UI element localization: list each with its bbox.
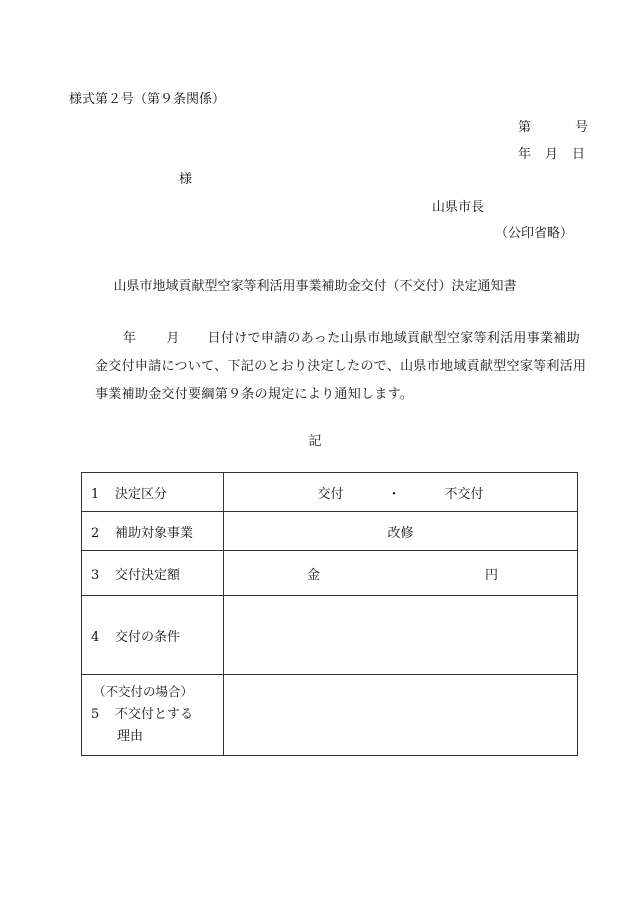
table-row [82,596,578,675]
table-row [82,512,578,551]
grant-option: 交付 [317,486,344,502]
body-year: 年 [123,331,137,346]
form-label: 様式第２号（第９条関係） [69,92,226,107]
reason-value [224,675,578,756]
body-month: 月 [166,331,180,346]
addressee: 様 [179,172,193,187]
decision-value [224,473,578,512]
document-title: 山県市地域貢献型空家等利活用事業補助金交付（不交付）決定通知書 [113,279,517,294]
decision-table [81,472,578,756]
seal-note: （公印省略） [495,226,574,241]
table-row [82,473,578,512]
row-label: 4 交付の条件 [82,596,224,675]
body-text: 日付けで申請のあった山県市地域貢献型空家等利活用事業補助金交付申請について、下記のとおり決定したので、山県市地域貢献型空家等利活用事業補助金交付要綱第９条の規定により通知します。 [95,331,587,402]
date-month: 月 [545,147,559,162]
reason-note: （不交付の場合） [93,684,194,699]
table-row [82,551,578,596]
conditions-value [224,596,578,675]
document-number [518,116,588,135]
reason-label-2: 理由 [117,729,144,744]
table-row [82,675,578,756]
number-suffix: 号 [575,120,589,135]
issue-date [518,143,585,162]
number-prefix: 第 [518,120,532,135]
reason-num: 5 [91,707,100,722]
date-year: 年 [518,147,532,162]
separator: ・ [387,486,401,502]
amount-value [224,551,578,596]
row-label: 3 交付決定額 [82,551,224,596]
issuer: 山県市長 [432,200,485,215]
row-label [82,675,224,756]
row-label: 1 決定区分 [82,473,224,512]
project-value: 改修 [224,512,578,551]
body-paragraph [95,325,592,409]
non-grant-option: 不交付 [444,486,484,502]
amount-suffix: 円 [484,567,498,583]
row-label: 2 補助対象事業 [82,512,224,551]
amount-prefix: 金 [306,567,320,583]
date-day: 日 [572,147,586,162]
ki-heading: 記 [308,434,322,449]
reason-label-1: 不交付とする [115,707,194,722]
